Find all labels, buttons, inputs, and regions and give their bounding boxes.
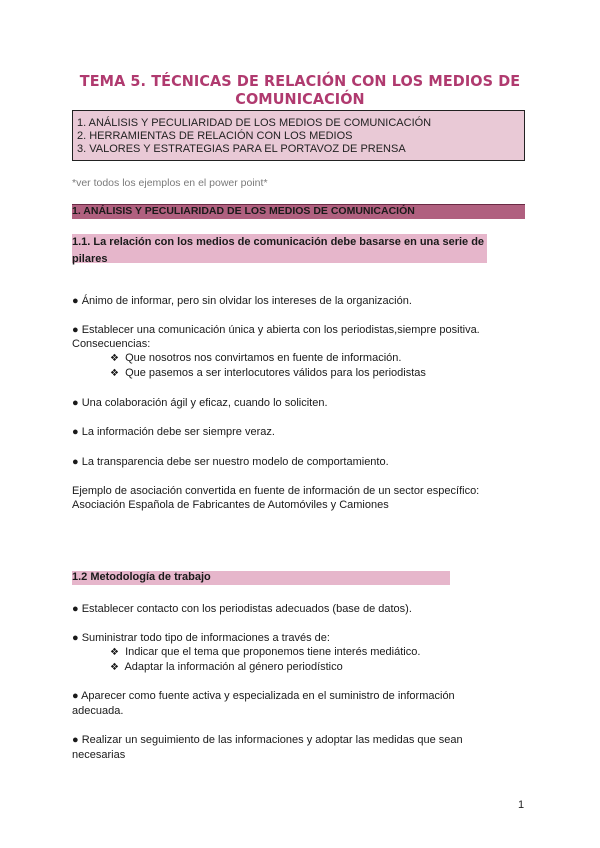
subsection-heading: 1.2 Metodología de trabajo (72, 571, 211, 583)
sub-bullet-item: ❖ Adaptar la información al género periodístico (110, 659, 343, 676)
bullet-item: ● Establecer contacto con los periodistas adecuados (base de datos). (72, 603, 412, 615)
example-text: Ejemplo de asociación convertida en fuente de información de un sector específico: (72, 485, 480, 497)
bullet-item-continuation: necesarias (72, 749, 126, 761)
sub-bullet-item: ❖ Que nosotros nos convirtamos en fuente de información. (110, 350, 401, 367)
document-title: TEMA 5. TÉCNICAS DE RELACIÓN CON LOS MEDIOS DE COMUNICACIÓN (79, 72, 521, 108)
table-of-contents (72, 110, 525, 161)
diamond-bullet-icon: ❖ (110, 368, 119, 379)
diamond-bullet-icon: ❖ (110, 662, 119, 673)
bullet-item: ● La transparencia debe ser nuestro modelo de comportamiento. (72, 456, 389, 468)
bullet-item: ● Suministrar todo tipo de informaciones a través de: (72, 632, 330, 644)
bullet-item-continuation: Consecuencias: (72, 338, 151, 350)
page-number: 1 (518, 799, 525, 811)
toc-item: 1. ANÁLISIS Y PECULIARIDAD DE LOS MEDIOS DE COMUNICACIÓN (77, 117, 432, 129)
note-text: *ver todos los ejemplos en el power point* (72, 177, 268, 189)
sub-bullet-item: ❖ Que pasemos a ser interlocutores válidos para los periodistas (110, 365, 426, 382)
diamond-bullet-icon: ❖ (110, 647, 119, 658)
toc-item: 3. VALORES Y ESTRATEGIAS PARA EL PORTAVOZ DE PRENSA (77, 143, 406, 155)
bullet-item: ● Realizar un seguimiento de las informaciones y adoptar las medidas que sean (72, 734, 463, 746)
subsection-heading-line: 1.1. La relación con los medios de comunicación debe basarse en una serie de (72, 236, 485, 248)
bullet-item-continuation: adecuada. (72, 705, 124, 717)
example-text: Asociación Española de Fabricantes de Automóviles y Camiones (72, 499, 389, 511)
subsection-heading-line: pilares (72, 253, 108, 265)
section-heading: 1. ANÁLISIS Y PECULIARIDAD DE LOS MEDIOS DE COMUNICACIÓN (72, 205, 415, 217)
bullet-item: ● Aparecer como fuente activa y especializada en el suministro de información (72, 690, 455, 702)
subsection-heading (72, 234, 484, 268)
diamond-bullet-icon: ❖ (110, 353, 119, 364)
toc-item: 2. HERRAMIENTAS DE RELACIÓN CON LOS MEDIOS (77, 130, 353, 142)
bullet-item: ● Una colaboración ágil y eficaz, cuando lo soliciten. (72, 397, 328, 409)
bullet-item: ● Ánimo de informar, pero sin olvidar los intereses de la organización. (72, 295, 412, 307)
bullet-item: ● La información debe ser siempre veraz. (72, 426, 275, 438)
sub-bullet-item: ❖ Indicar que el tema que proponemos tiene interés mediático. (110, 644, 420, 661)
bullet-item: ● Establecer una comunicación única y abierta con los periodistas,siempre positiva. (72, 324, 480, 336)
